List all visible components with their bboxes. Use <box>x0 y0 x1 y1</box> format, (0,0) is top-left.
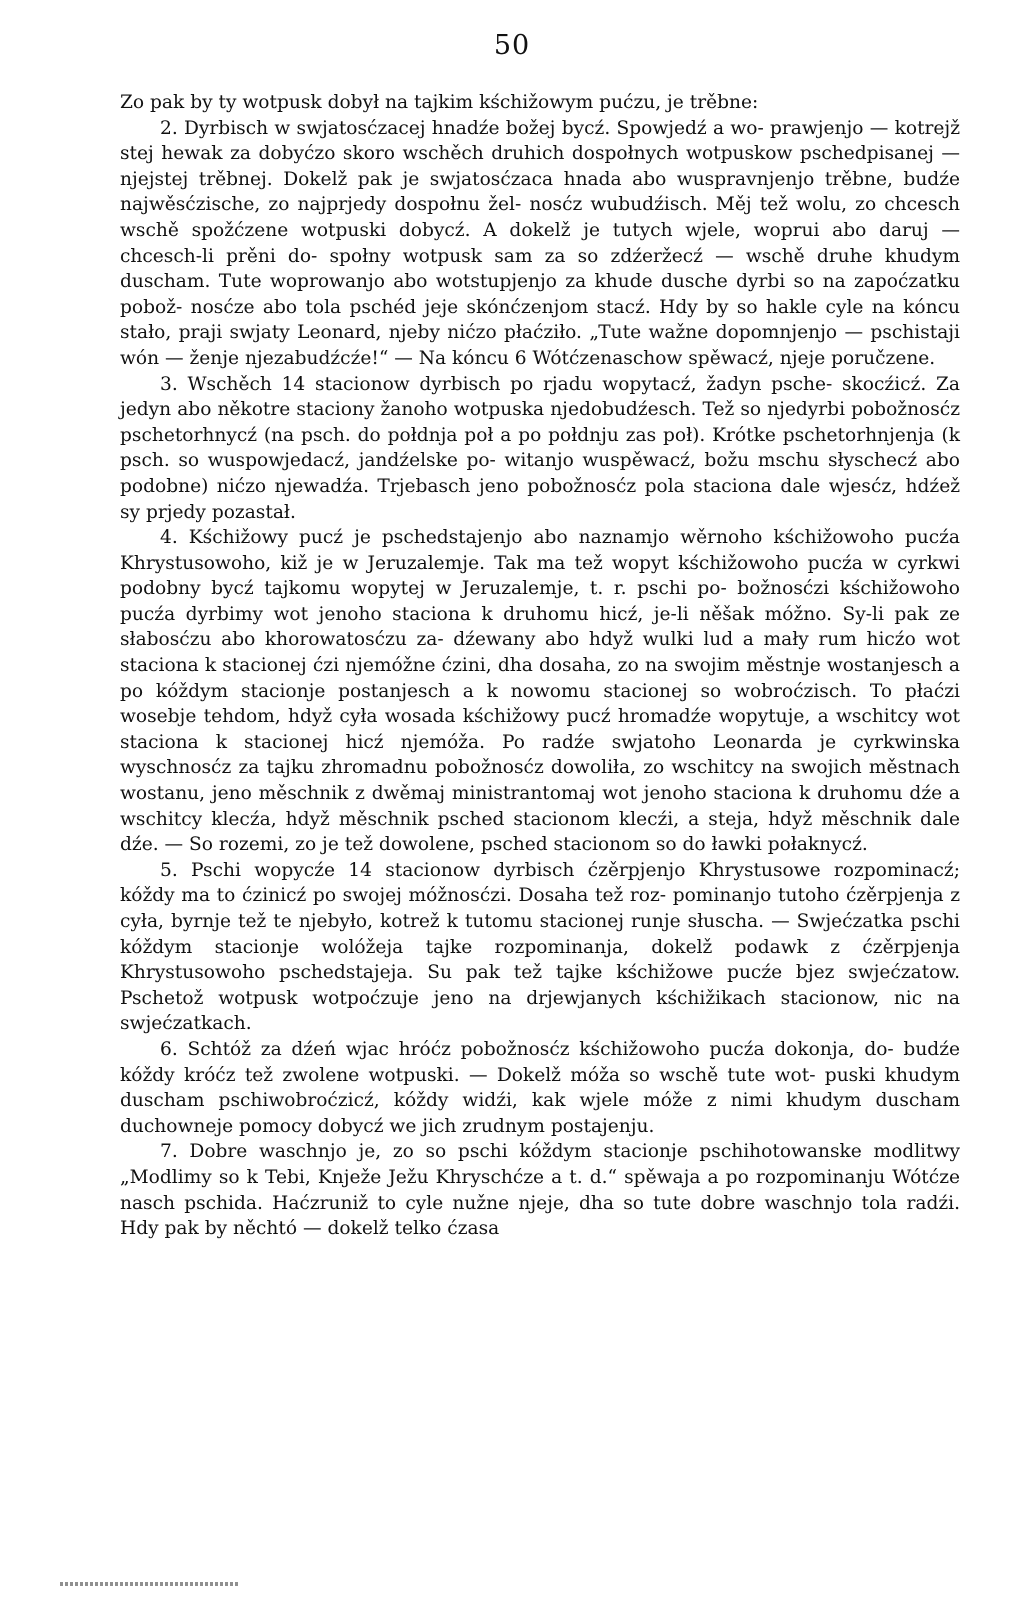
body-text <box>120 90 960 1242</box>
paragraph-7: 7. Dobre waschnjo je, zo so pschi kóždym stacionje pschihotowanske modlitwy „Modlimy so k Tebi, Knježe Ježu Khryschćze a t. d.“ spěwaja a po rozpominanju Wótćze nasch pschida. Haćzruniž to cyle nužne njeje, dha so tute dobre waschnjo tola radźi. Hdy pak by něchtó — dokelž telko ćzasa <box>120 1141 960 1240</box>
paragraph-4: 4. Kśchižowy pucź je pschedstajenjo abo naznamjo wěrnoho kśchižowoho pucźa Khrystusowoho, kiž je w Jeruzalemje. Tak ma tež wopyt kśchižowoho pucźa w cyrkwi podobny bycź tajkomu wopytej w Jeruzalemje, t. r. pschi po- božnosćzi kśchižowoho pucźa dyrbimy wot jenoho staciona k druhomu hicź, je-li něšak móžno. Sy-li pak ze słabosćzu abo khorowatosćzu za- dźewany abo hdyž wulki lud a mały rum hicźo wot staciona k stacionej ćzi njemóžne ćzini, dha dosaha, zo na swojim městnje wostanjesch a po kóždym stacionje postanjesch a k nowomu stacionej so wobroćzisch. To płaćzi wosebje tehdom, hdyž cyła wosada kśchižowy pucź hromadźe wopytuje, a wschitcy wot staciona k stacionej hicź njemóža. Po radźe swjatoho Leonarda je cyrkwinska wyschnosćz za tajku zhromadnu pobožnosćz dowoliła, zo wschitcy na swojich městnach wostanu, jeno měschnik z dwěmaj ministrantomaj wot jenoho staciona k druhomu dźe a wschitcy klecźa, hdyž měschnik psched stacionom klecźi, a steja, hdyž měschnik dale dźe. — So rozemi, zo je tež dowolene, psched stacionom so do ławki połaknycź. <box>120 527 960 856</box>
paragraph-5: 5. Pschi wopycźe 14 stacionow dyrbisch ćzěrpjenjo Khrystusowe rozpominacź; kóždy ma to ćzinicź po swojej móžnosćzi. Dosaha tež roz- pominanjo tutoho ćzěrpjenja z cyła, byrnje tež te njebyło, kotrež k tutomu stacionej runje słuscha. — Swjećzatka pschi kóždym stacionje wolóžeja tajke rozpominanja, dokelž podawk z ćzěrpjenja Khrystusowoho pschedstajeja. Su pak tež tajke kśchižowe pucźe bjez swjećzatow. Pschetož wotpusk wotpoćzuje jeno na drjewjanych kśchižikach stacionow, nic na swjećzatkach. <box>120 859 960 1035</box>
paragraph-2: 2. Dyrbisch w swjatosćzacej hnadźe božej bycź. Spowjedź a wo- prawjenjo — kotrejž stej hewak za dobyćzo skoro wschěch druhich dospołnych wotpuskow pschedpisanej — njejstej trěbnej. Dokelž pak je swjatosćzaca hnada abo wuspravnjenjo trěbne, budźe najwěsćzische, zo najprjedy dospołnu žel- nosćz wubudźisch. Měj tež wolu, zo chcesch wschě spožćzene wotpuski dobycź. A dokelž je tutych wjele, woprui abo daruj — chcesch-li prěni do- społny wotpusk sam za so zdźeržecź — wschě druhe khudym duscham. Tute woprowanjo abo wotstupjenjo za khude dusche dyrbi so na zapoćzatku pobož- nosćze abo tola pschéd jeje skónćzenjom stacź. Hdy by so hakle cyle na kóncu stało, praji swjaty Leonard, njeby nićzo płaćziło. „Tute wažne dopomnjenjo — pschistaji wón — ženje njezabudźcźe!“ — Na kóncu 6 Wótćzenaschow spěwacź, njeje poručzene. <box>120 117 960 369</box>
paragraph-intro: Zo pak by ty wotpusk dobył na tajkim kśchižowym pućzu, je trěbne: <box>120 92 759 113</box>
paragraph-6: 6. Schtóž za dźeń wjac hróćz pobožnosćz kśchižowoho pucźa dokonja, do- budźe kóždy króćz tež zwolene wotpuski. — Dokelž móža so wschě tute wot- puski khudym duscham pschiwobroćzicź, kóždy widźi, kak wjele móže z nimi khudym duscham duchowneje pomocy dobycź we jich zrudnym postajenju. <box>120 1038 960 1137</box>
printer-mark <box>60 1582 240 1586</box>
paragraph-3: 3. Wschěch 14 stacionow dyrbisch po rjadu wopytacź, žadyn psche- skocźicź. Za jedyn abo někotre staciony žanoho wotpuska njedobudźesch. Tež so njedyrbi pobožnosćz pschetorhnycź (na psch. do połdnja poł a po połdnju zas poł). Krótke pschetorhnjenja (k psch. so wuspowjedacź, jandźelske po- witanjo wuspěwacź, božu mschu słyschecź abo podobne) nićzo njewadźa. Trjebasch jeno pobožnosćz pola staciona dale wjesćz, hdźež sy prjedy pozastał. <box>120 373 960 523</box>
page-number: 50 <box>493 30 531 61</box>
